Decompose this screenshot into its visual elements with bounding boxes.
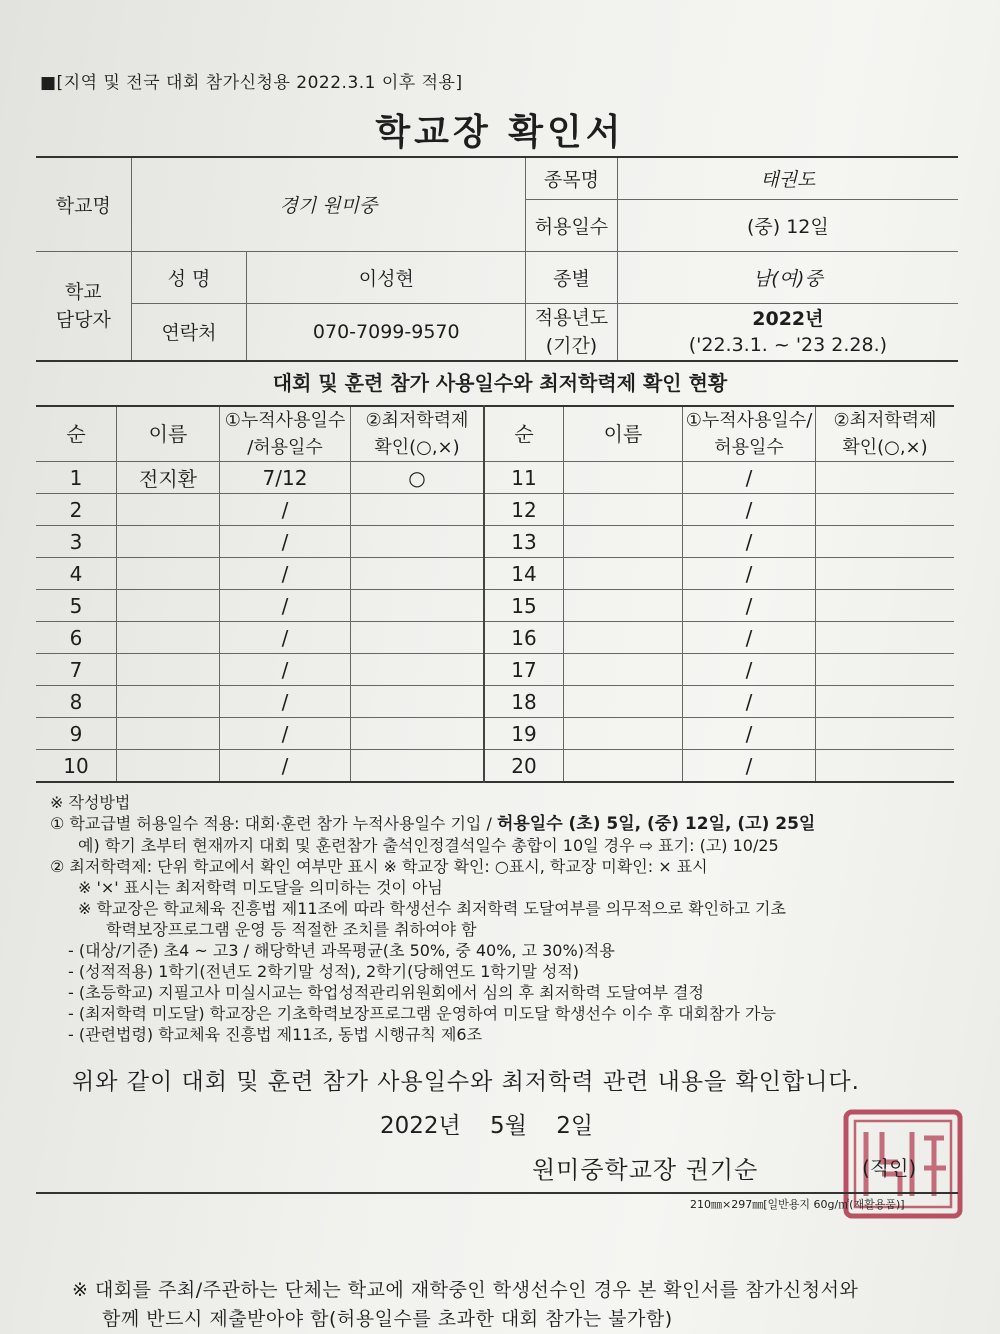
col-used-left: ①누적사용일수 /허용일수	[220, 406, 351, 462]
table-row	[36, 494, 954, 526]
row-name-right	[564, 526, 683, 558]
year-value: 2022년	[752, 307, 824, 330]
row-used-right: /	[683, 494, 816, 526]
manager-label: 학교 담당자	[36, 251, 131, 361]
row-used-left: /	[220, 686, 351, 718]
row-number-left: 10	[36, 750, 117, 783]
row-name-right	[564, 590, 683, 622]
row-name-left: 전지환	[117, 462, 220, 494]
seal-label: (직인)	[862, 1156, 917, 1180]
note-1-example: 예) 학기 초부터 현재까지 대회 및 훈련참가 출석인정결석일수 총합이 10일 경우 ⇨ 표기: (고) 10/25	[78, 836, 779, 855]
row-used-right: /	[683, 686, 816, 718]
row-check-left	[351, 494, 485, 526]
name-label: 성 명	[131, 251, 247, 303]
note-2: ② 최저학력제: 단위 학교에서 확인 여부만 표시 ※ 학교장 확인: ○표시, 학교장 미확인: × 표시	[50, 857, 708, 876]
footnote-line-1: ※ 대회를 주최/주관하는 단체는 학교에 재학중인 학생선수인 경우 본 확인서를 참가신청서와	[72, 1279, 859, 1301]
sport-value: 태권도	[617, 157, 958, 199]
row-used-right: /	[683, 718, 816, 750]
row-number-right: 20	[484, 750, 564, 783]
allowed-days-value: (중) 12일	[617, 199, 958, 251]
row-check-right	[816, 526, 955, 558]
row-name-right	[564, 558, 683, 590]
table-header-row	[36, 406, 954, 462]
row-name-left	[117, 558, 220, 590]
row-used-right: /	[683, 654, 816, 686]
row-check-left	[351, 718, 485, 750]
row-name-left	[117, 590, 220, 622]
row-used-left: /	[220, 750, 351, 783]
row-name-left	[117, 622, 220, 654]
row-number-left: 9	[36, 718, 117, 750]
col-name-right: 이름	[564, 406, 683, 462]
detail-3: - (초등학교) 지필고사 미실시교는 학업성적관리위원회에서 심의 후 최저학력 도달여부 결정	[68, 983, 704, 1002]
table-row	[36, 654, 954, 686]
contact-label: 연락처	[131, 303, 247, 361]
table-row	[36, 558, 954, 590]
col-seq-right: 순	[484, 406, 564, 462]
row-used-left: 7/12	[220, 462, 351, 494]
row-number-right: 14	[484, 558, 564, 590]
row-number-left: 4	[36, 558, 117, 590]
confirmation-text: 위와 같이 대회 및 훈련 참가 사용일수와 최저학력 관련 내용을 확인합니다.	[72, 1069, 860, 1095]
row-number-left: 1	[36, 462, 117, 494]
row-used-left: /	[220, 558, 351, 590]
row-number-right: 11	[484, 462, 564, 494]
table-row	[36, 622, 954, 654]
row-used-left: /	[220, 494, 351, 526]
row-name-left	[117, 494, 220, 526]
row-name-left	[117, 750, 220, 783]
footnote-line-2: 함께 반드시 제출받아야 함(허용일수를 초과한 대회 참가는 불가함)	[102, 1308, 673, 1330]
row-check-left	[351, 622, 485, 654]
allowed-days-label: 허용일수	[526, 199, 618, 251]
row-check-right	[816, 590, 955, 622]
table-body	[36, 462, 954, 783]
row-number-left: 3	[36, 526, 117, 558]
col-check-right: ②최저학력제 확인(○,×)	[816, 406, 955, 462]
row-used-left: /	[220, 526, 351, 558]
col-seq-left: 순	[36, 406, 117, 462]
table-row	[36, 718, 954, 750]
table-row	[36, 686, 954, 718]
participation-table	[36, 405, 954, 783]
section-title: 대회 및 훈련 참가 사용일수와 최저학력제 확인 현황	[272, 371, 728, 395]
row-check-left	[351, 558, 485, 590]
row-name-right	[564, 718, 683, 750]
row-number-right: 19	[484, 718, 564, 750]
row-used-left: /	[220, 622, 351, 654]
footer-divider	[36, 1192, 958, 1194]
paper-size-note: 210㎜×297㎜[일반용지 60g/㎡(재활용품)]	[690, 1198, 905, 1211]
row-check-right	[816, 686, 955, 718]
table-row	[36, 526, 954, 558]
school-label: 학교명	[36, 157, 131, 251]
row-number-left: 2	[36, 494, 117, 526]
footnote	[72, 1276, 858, 1334]
row-number-left: 6	[36, 622, 117, 654]
name-value: 이성현	[247, 251, 526, 303]
row-number-right: 16	[484, 622, 564, 654]
note-2-b1: ※ 학교장은 학교체육 진흥법 제11조에 따라 학생선수 최저학력 도달여부를 의무적으로 확인하고 기초	[78, 899, 786, 918]
row-number-left: 8	[36, 686, 117, 718]
gender-label: 종별	[526, 251, 618, 303]
row-used-right: /	[683, 462, 816, 494]
col-used-right: ①누적사용일수/ 허용일수	[683, 406, 816, 462]
row-name-right	[564, 622, 683, 654]
row-used-left: /	[220, 590, 351, 622]
note-1	[50, 813, 970, 835]
signer: 원미중학교장 권기순	[532, 1156, 759, 1184]
row-used-right: /	[683, 558, 816, 590]
row-check-left	[351, 750, 485, 783]
issue-date: 2022년 5월 2일	[380, 1113, 594, 1139]
year-label: 적용년도 (기간)	[526, 303, 618, 361]
info-table	[36, 156, 958, 362]
row-used-left: /	[220, 654, 351, 686]
row-name-right	[564, 750, 683, 783]
table-row	[36, 750, 954, 783]
notes-title: ※ 작성방법	[50, 793, 131, 812]
form-category: ■[지역 및 전국 대회 참가신청용 2022.3.1 이후 적용]	[40, 73, 463, 93]
contact-value: 070-7099-9570	[247, 303, 526, 361]
row-check-right	[816, 622, 955, 654]
row-number-right: 15	[484, 590, 564, 622]
col-check-left: ②최저학력제 확인(○,×)	[351, 406, 485, 462]
table-row	[36, 462, 954, 494]
period-value: ('22.3.1. ~ '23 2.28.)	[688, 333, 888, 356]
row-check-left: ○	[351, 462, 485, 494]
sport-label: 종목명	[526, 157, 618, 199]
table-row	[36, 590, 954, 622]
row-name-right	[564, 654, 683, 686]
row-name-right	[564, 686, 683, 718]
school-value: 경기 원미중	[131, 157, 526, 251]
row-check-right	[816, 654, 955, 686]
row-check-left	[351, 526, 485, 558]
row-check-right	[816, 558, 955, 590]
row-number-left: 5	[36, 590, 117, 622]
detail-5: - (관련법령) 학교체육 진흥법 제11조, 동법 시행규칙 제6조	[68, 1025, 483, 1044]
row-number-right: 13	[484, 526, 564, 558]
detail-1: - (대상/기준) 초4 ~ 고3 / 해당학년 과목평균(초 50%, 중 40%, 고 30%)적용	[68, 941, 615, 960]
row-number-right: 18	[484, 686, 564, 718]
row-check-right	[816, 718, 955, 750]
row-used-left: /	[220, 718, 351, 750]
note-2-a: ※ '×' 표시는 최저학력 미도달을 의미하는 것이 아님	[78, 878, 443, 897]
row-name-right	[564, 462, 683, 494]
detail-2: - (성적적용) 1학기(전년도 2학기말 성적), 2학기(당해연도 1학기말 성적)	[68, 962, 580, 981]
row-used-right: /	[683, 750, 816, 783]
year-cell	[617, 303, 958, 361]
instructions	[50, 792, 970, 1045]
row-check-left	[351, 654, 485, 686]
row-name-left	[117, 718, 220, 750]
col-name-left: 이름	[117, 406, 220, 462]
page-title: 학교장 확인서	[375, 112, 625, 153]
row-name-left	[117, 686, 220, 718]
row-name-right	[564, 494, 683, 526]
note-2-b2: 학력보장프로그램 운영 등 적절한 조치를 취하여야 함	[106, 920, 477, 939]
row-check-right	[816, 462, 955, 494]
row-check-right	[816, 750, 955, 783]
note-1-text: ① 학교급별 허용일수 적용: 대회·훈련 참가 누적사용일수 기입 /	[50, 814, 497, 833]
row-number-right: 17	[484, 654, 564, 686]
row-number-left: 7	[36, 654, 117, 686]
row-name-left	[117, 654, 220, 686]
gender-value: 남(여)중	[617, 251, 958, 303]
row-used-right: /	[683, 526, 816, 558]
row-check-left	[351, 590, 485, 622]
row-check-left	[351, 686, 485, 718]
row-number-right: 12	[484, 494, 564, 526]
row-check-right	[816, 494, 955, 526]
note-1-bold: 허용일수 (초) 5일, (중) 12일, (고) 25일	[496, 814, 816, 834]
row-name-left	[117, 526, 220, 558]
row-used-right: /	[683, 622, 816, 654]
detail-4: - (최저학력 미도달) 학교장은 기초학력보장프로그램 운영하여 미도달 학생선수 이수 후 대회참가 가능	[68, 1004, 776, 1023]
row-used-right: /	[683, 590, 816, 622]
